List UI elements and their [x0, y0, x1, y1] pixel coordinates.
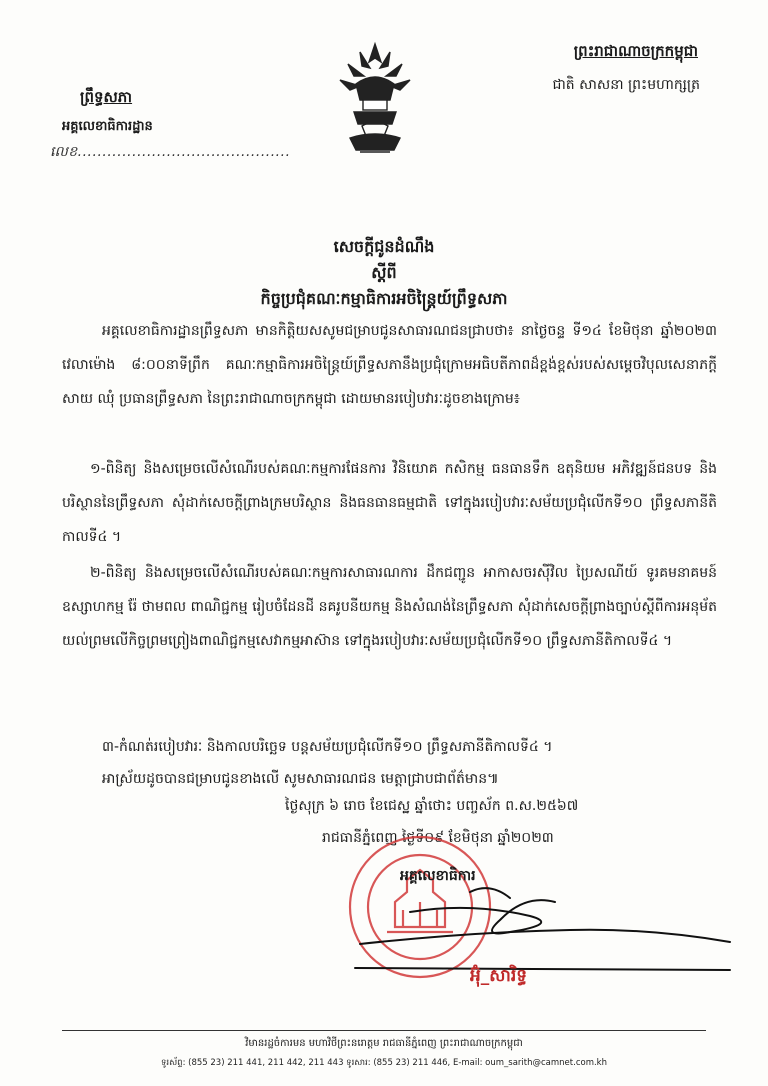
signatory-title: អគ្គលេខាធិការ — [400, 868, 476, 884]
senate-label: ព្រឹទ្ធសភា — [80, 88, 133, 106]
document-subject: កិច្ចប្រជុំគណៈកម្មាធិការអចិន្ត្រៃយ៍ព្រឹទ្ធសភា — [260, 289, 508, 308]
secretariat-label: អគ្គលេខាធិការដ្ឋាន — [62, 119, 153, 134]
kingdom-heading: ព្រះរាជាណាចក្រកម្ពុជា — [573, 42, 698, 60]
agenda-item-3: ៣-កំណត់របៀបវារៈ និងកាលបរិច្ឆេទ បន្តសម័យប្រជុំលើកទី១០ ព្រឹទ្ធសភានីតិកាលទី៤ ។ — [102, 739, 553, 755]
footer-contact: ទូរស័ព្ទ: (855 23) 211 441, 211 442, 211 443 ទូរសារ: (855 23) 211 446, E-mail: oum_sarith@camnet.com.kh — [161, 1058, 607, 1068]
signer-name: អ៊ុំ_សារិទ្ធ — [470, 966, 528, 986]
footer-address: វិមានរដ្ឋចំការមន មហាវិថីព្រះនរោត្តម រាជធានីភ្នំពេញ ព្រះរាជាណាចក្រកម្ពុជា — [245, 1038, 523, 1049]
handwritten-signature — [350, 872, 740, 982]
agenda-item-2: ២-ពិនិត្យ និងសម្រេចលើសំណើរបស់គណៈកម្មការសាធារណការ ដឹកជញ្ជូន អាកាសចរស៊ីវិល ប្រៃសណីយ៍ ទូរគមនាគមន៍ ឧស្សាហកម្ម រ៉ែ ថាមពល ពាណិជ្ជកម្ម រៀបចំដែនដី នគរូបនីយកម្ម និងសំណង់នៃព្រឹទ្ធសភា សុំដាក់សេចក្តីព្រាងច្បាប់ស្តីពីការអនុម័តយល់ព្រមលើកិច្ចព្រមព្រៀងពាណិជ្ជកម្មសេវាកម្មអាស៊ាន ទៅក្នុងរបៀបវារៈសម័យប្រជុំលើកទី១០ ព្រឹទ្ធសភានីតិកាលទី៤ ។ — [62, 565, 717, 649]
document-title: សេចក្តីជូនដំណឹង — [333, 237, 435, 256]
closing-paragraph: អាស្រ័យដូចបានជម្រាបជូនខាងលើ សូមសាធារណជន មេត្តាជ្រាបជាព័ត៌មាន៕ — [102, 771, 499, 787]
intro-paragraph: អគ្គលេខាធិការដ្ឋានព្រឹទ្ធសភា មានកិត្តិយសសូមជម្រាបជូនសាធារណជនជ្រាបថា៖ នាថ្ងៃចន្ទ ទី១៤ ខែមិថុនា ឆ្នាំ២០២៣ វេលាម៉ោង ៨:០០នាទីព្រឹក គណៈកម្មាធិការអចិន្ត្រៃយ៍ព្រឹទ្ធសភានឹងប្រជុំក្រោមអធិបតីភាពដ៏ខ្ពង់ខ្ពស់របស់សម្តេចវិបុលសេនាភក្តី សាយ ឈុំ ប្រធានព្រឹទ្ធសភា នៃព្រះរាជាណាចក្រកម្ពុជា ដោយមានរបៀបវារៈដូចខាងក្រោម៖ — [62, 323, 717, 407]
national-motto: ជាតិ សាសនា ព្រះមហាក្សត្រ — [552, 77, 700, 93]
agenda-item-1: ១-ពិនិត្យ និងសម្រេចលើសំណើរបស់គណៈកម្មការផែនការ វិនិយោគ កសិកម្ម ធនធានទឹក ឧតុនិយម អភិវឌ្ឍន៍ជនបទ និងបរិស្ថាននៃព្រឹទ្ធសភា សុំដាក់សេចក្តីព្រាងក្រមបរិស្ថាន និងធនធានធម្មជាតិ ទៅក្នុងរបៀបវារៈសម័យប្រជុំលើកទី១០ ព្រឹទ្ធសភានីតិកាលទី៤ ។ — [62, 461, 717, 545]
reference-number: លេខ........................................... — [50, 144, 291, 160]
document-subtitle-about: ស្តីពី — [371, 263, 397, 282]
solar-date: រាជធានីភ្នំពេញ ថ្ងៃទី០៩ ខែមិថុនា ឆ្នាំ២០២៣ — [322, 830, 554, 846]
senate-emblem-logo — [332, 40, 418, 160]
footer-divider — [62, 1030, 706, 1031]
lunar-date: ថ្ងៃសុក្រ ៦ រោច ខែជេស្ឋ ឆ្នាំថោះ បញ្ចស័ក ព.ស.២៥៦៧ — [285, 798, 579, 814]
